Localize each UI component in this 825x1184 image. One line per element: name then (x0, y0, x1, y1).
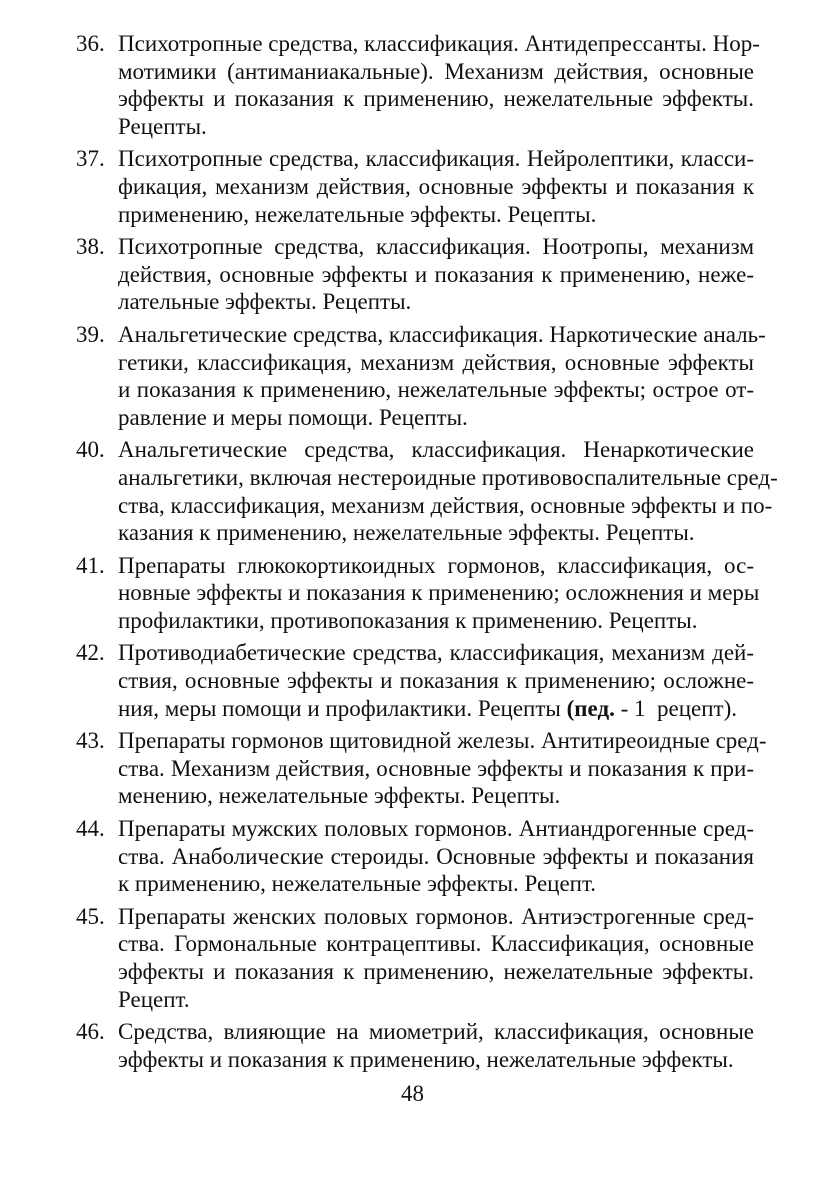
text-line: Психотропные средства, классификация. Антидепрессанты. Нор- (118, 31, 760, 56)
list-item (0, 233, 825, 316)
list-item (0, 145, 825, 228)
list-item (0, 552, 825, 635)
list-item (0, 321, 825, 431)
exam-question-list (0, 30, 825, 1078)
text-line: ства. Гормональные контрацептивы. Классификация, основные (118, 931, 754, 957)
text-line: лательные эффекты. Рецепты. (118, 289, 412, 315)
item-number: 43. (76, 728, 105, 754)
item-number: 38. (76, 234, 105, 260)
text-line: менению, нежелательные эффекты. Рецепты. (118, 783, 561, 809)
text-segment: ния, меры помощи и профилактики. Рецепты (118, 695, 561, 721)
list-item (0, 436, 825, 546)
text-line: действия, основные эффекты и показания к применению, неже- (118, 261, 754, 287)
text-line: эффекты и показания к применению, нежелательные эффекты. (118, 1046, 734, 1072)
text-line: мотимики (антиманиакальные). Механизм действия, основные (118, 58, 754, 84)
text-line: Рецепты. (118, 113, 207, 139)
text-line: фикация, механизм действия, основные эффекты и показания к (118, 173, 754, 199)
text-segment: - 1 рецепт). (620, 695, 737, 721)
item-number: 42. (76, 640, 105, 666)
page-number: 48 (401, 1081, 424, 1106)
text-line: Анальгетические средства, классификация. Ненаркотические (118, 437, 754, 463)
text-line: новные эффекты и показания к применению; осложнения и меры (118, 580, 760, 606)
text-line: применению, нежелательные эффекты. Рецепты. (118, 201, 597, 227)
list-item (0, 639, 825, 722)
text-line: Препараты глюкокортикоидных гормонов, классификация, ос- (118, 552, 754, 578)
item-text (118, 1018, 754, 1073)
text-line: Противодиабетические средства, классификация, механизм дей- (118, 640, 754, 666)
item-text (118, 30, 760, 140)
list-item (0, 1018, 825, 1073)
text-line: Психотропные средства, классификация. Нейролептики, класси- (118, 146, 754, 172)
text-line: ствия, основные эффекты и показания к применению; осложне- (118, 668, 754, 694)
item-text (118, 639, 754, 722)
text-line: Препараты гормонов щитовидной железы. Антитиреоидные сред- (118, 728, 767, 754)
bold-text-segment: (пед. (566, 695, 615, 721)
text-line: Анальгетические средства, классификация. Наркотические аналь- (118, 321, 766, 347)
item-number: 44. (76, 816, 105, 842)
text-line: Психотропные средства, классификация. Ноотропы, механизм (118, 234, 754, 260)
text-line: ства. Механизм действия, основные эффекты и показания к при- (118, 755, 754, 781)
item-text (118, 903, 754, 1013)
text-line: анальгетики, включая нестероидные противовоспалительные сред- (118, 464, 778, 490)
text-line: Средства, влияющие на миометрий, классификация, основные (118, 1019, 754, 1045)
item-number: 40. (76, 437, 105, 463)
list-item (0, 30, 825, 140)
list-item (0, 903, 825, 1013)
item-text (118, 727, 767, 810)
item-number: 39. (76, 321, 105, 347)
text-line: и показания к применению, нежелательные эффекты; острое от- (118, 377, 754, 403)
text-line: равление и меры помощи. Рецепты. (118, 404, 468, 430)
item-number: 45. (76, 903, 105, 929)
text-line: Препараты женских половых гормонов. Антиэстрогенные сред- (118, 903, 754, 929)
text-line: эффекты и показания к применению, нежелательные эффекты. (118, 86, 754, 112)
text-line: Препараты мужских половых гормонов. Антиандрогенные сред- (118, 816, 754, 842)
item-number: 41. (76, 552, 105, 578)
item-text (118, 321, 766, 431)
item-number: 46. (76, 1019, 105, 1045)
text-line: эффекты и показания к применению, нежелательные эффекты. (118, 959, 754, 984)
text-line: ства. Анаболические стероиды. Основные эффекты и показания (118, 843, 754, 869)
text-line (118, 695, 754, 723)
text-line: к применению, нежелательные эффекты. Рецепт. (118, 871, 597, 897)
item-text (118, 436, 778, 546)
item-number: 37. (76, 146, 105, 172)
item-number: 36. (76, 31, 105, 56)
list-item (0, 727, 825, 810)
text-line: профилактики, противопоказания к применению. Рецепты. (118, 607, 698, 633)
item-text (118, 233, 754, 316)
text-line: ства, классификация, механизм действия, основные эффекты и по- (118, 492, 773, 518)
item-text (118, 552, 760, 635)
item-text (118, 815, 754, 898)
text-line: казания к применению, нежелательные эффекты. Рецепты. (118, 520, 695, 546)
list-item (0, 815, 825, 898)
item-text (118, 145, 754, 228)
text-line: Рецепт. (118, 986, 190, 1012)
text-line: гетики, классификация, механизм действия, основные эффекты (118, 349, 754, 375)
